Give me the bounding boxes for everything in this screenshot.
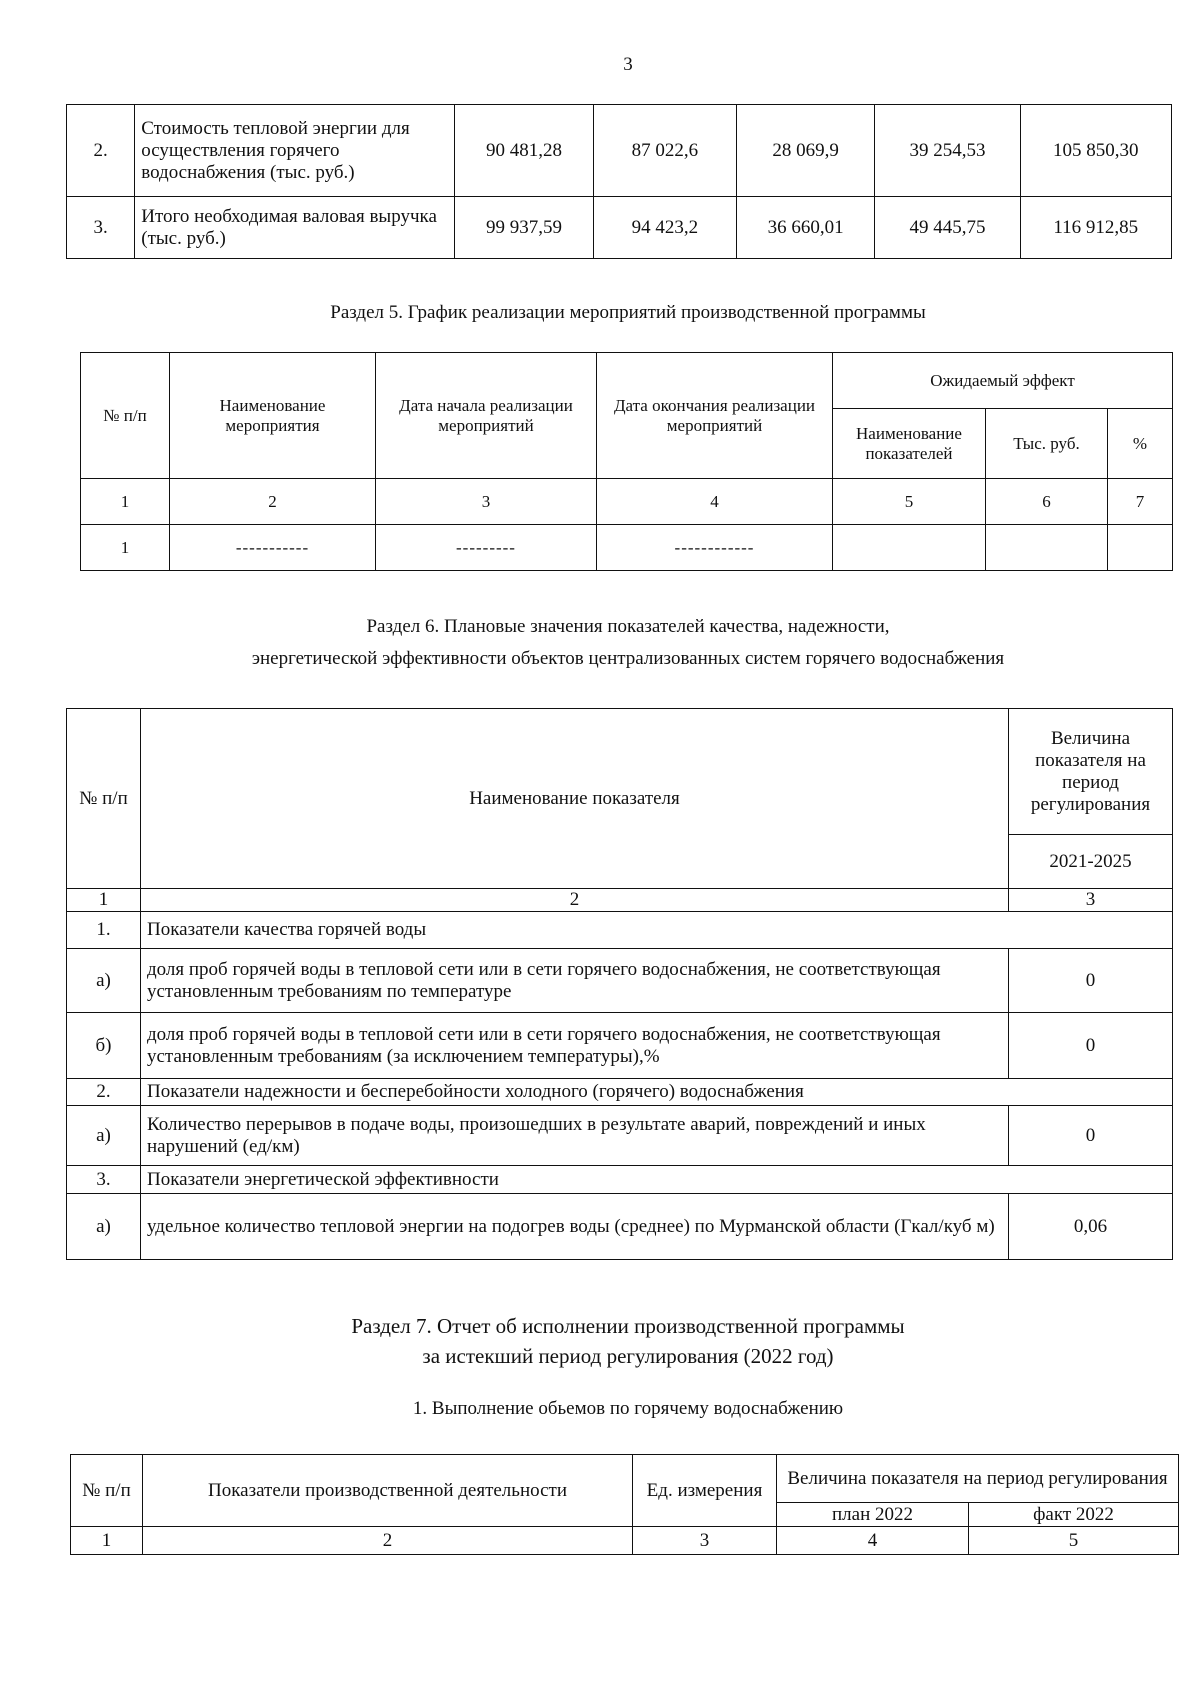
row-indicators (833, 525, 986, 571)
table-row (81, 525, 1173, 571)
table-row (67, 949, 1173, 1013)
cell-value: 36 660,01 (736, 197, 875, 259)
header-rub: Тыс. руб. (986, 409, 1108, 479)
schedule-table (80, 352, 1173, 571)
col-number: 3 (633, 1527, 777, 1555)
section5-title: Раздел 5. График реализации мероприятий производственной программы (330, 302, 926, 323)
table-row (67, 197, 1172, 259)
row-number: б) (67, 1013, 141, 1079)
row-name: Стоимость тепловой энергии для осуществления горячего водоснабжения (тыс. руб.) (135, 105, 455, 197)
row-number: 1. (67, 912, 141, 949)
cell-value: 28 069,9 (736, 105, 875, 197)
header-pct: % (1108, 409, 1173, 479)
col-number: 3 (1009, 889, 1173, 912)
header-name: Наименование мероприятия (170, 353, 376, 479)
header-value: Величина показателя на период регулирования (1009, 709, 1173, 835)
col-number: 3 (376, 479, 597, 525)
row-start: --------- (376, 525, 597, 571)
row-name: доля проб горячей воды в тепловой сети или в сети горячего водоснабжения, не соответствующая установленным требованиям по температуре (141, 949, 1009, 1013)
col-number: 1 (67, 889, 141, 912)
cell-value: 99 937,59 (455, 197, 594, 259)
col-number: 7 (1108, 479, 1173, 525)
section6-title-line1: Раздел 6. Плановые значения показателей качества, надежности, (366, 616, 890, 637)
row-value: 0 (1009, 949, 1173, 1013)
header-effect: Ожидаемый эффект (833, 353, 1173, 409)
header-period: 2021-2025 (1009, 835, 1173, 889)
production-report-table (70, 1454, 1179, 1555)
header-start: Дата начала реализации мероприятий (376, 353, 597, 479)
row-pct (1108, 525, 1173, 571)
row-name: удельное количество тепловой энергии на подогрев воды (среднее) по Мурманской области (Гкал/куб м) (141, 1194, 1009, 1260)
indicators-table (66, 708, 1173, 1260)
col-number: 5 (833, 479, 986, 525)
row-value: 0 (1009, 1106, 1173, 1166)
row-end: ------------ (597, 525, 833, 571)
row-number: 1 (81, 525, 170, 571)
header-indicators: Показатели производственной деятельности (143, 1455, 633, 1527)
row-number: а) (67, 949, 141, 1013)
header-indicators: Наименование показателей (833, 409, 986, 479)
header-unit: Ед. измерения (633, 1455, 777, 1527)
header-end: Дата окончания реализации мероприятий (597, 353, 833, 479)
cell-value: 94 423,2 (593, 197, 736, 259)
section6-title-line2: энергетической эффективности объектов централизованных систем горячего водоснабжения (251, 648, 1005, 669)
column-numbers-row (67, 889, 1173, 912)
col-number: 6 (986, 479, 1108, 525)
row-name: доля проб горячей воды в тепловой сети или в сети горячего водоснабжения, не соответствующая установленным требованиям (за исключением температуры),% (141, 1013, 1009, 1079)
cell-value: 105 850,30 (1020, 105, 1172, 197)
row-number: а) (67, 1106, 141, 1166)
table-row (67, 1194, 1173, 1260)
header-num: № п/п (71, 1455, 143, 1527)
cell-value: 87 022,6 (593, 105, 736, 197)
header-plan: план 2022 (777, 1503, 969, 1527)
table-row (67, 912, 1173, 949)
table-row (67, 1166, 1173, 1194)
header-num: № п/п (67, 709, 141, 889)
cell-value: 49 445,75 (875, 197, 1020, 259)
table-row (67, 1106, 1173, 1166)
header-num: № п/п (81, 353, 170, 479)
row-name: Показатели надежности и бесперебойности холодного (горячего) водоснабжения (141, 1079, 1173, 1106)
col-number: 2 (170, 479, 376, 525)
header-fact: факт 2022 (969, 1503, 1179, 1527)
col-number: 1 (81, 479, 170, 525)
row-number: а) (67, 1194, 141, 1260)
row-number: 3. (67, 1166, 141, 1194)
row-value: 0 (1009, 1013, 1173, 1079)
col-number: 5 (969, 1527, 1179, 1555)
section7-title-line1: Раздел 7. Отчет об исполнении производственной программы (351, 1314, 905, 1338)
row-name: Количество перерывов в подаче воды, произошедших в результате аварий, повреждений и иных нарушений (ед/км) (141, 1106, 1009, 1166)
cell-value: 116 912,85 (1020, 197, 1172, 259)
row-rub (986, 525, 1108, 571)
row-number: 2. (67, 105, 135, 197)
row-number: 2. (67, 1079, 141, 1106)
column-numbers-row (71, 1527, 1179, 1555)
row-name: Показатели качества горячей воды (141, 912, 1173, 949)
row-number: 3. (67, 197, 135, 259)
column-numbers-row (81, 479, 1173, 525)
col-number: 4 (777, 1527, 969, 1555)
row-name: Итого необходимая валовая выручка (тыс. руб.) (135, 197, 455, 259)
col-number: 4 (597, 479, 833, 525)
section7-title-line2: за истекший период регулирования (2022 год) (422, 1344, 834, 1368)
cell-value: 90 481,28 (455, 105, 594, 197)
col-number: 2 (143, 1527, 633, 1555)
row-value: 0,06 (1009, 1194, 1173, 1260)
row-name: Показатели энергетической эффективности (141, 1166, 1173, 1194)
cell-value: 39 254,53 (875, 105, 1020, 197)
header-value: Величина показателя на период регулирования (777, 1455, 1179, 1503)
col-number: 2 (141, 889, 1009, 912)
row-name: ----------- (170, 525, 376, 571)
section7-subtitle: 1. Выполнение обьемов по горячему водоснабжению (412, 1398, 844, 1419)
table-row (67, 1013, 1173, 1079)
table-row (67, 105, 1172, 197)
header-name: Наименование показателя (141, 709, 1009, 889)
revenue-table (66, 104, 1172, 259)
col-number: 1 (71, 1527, 143, 1555)
page-number: 3 (623, 54, 633, 75)
table-row (67, 1079, 1173, 1106)
